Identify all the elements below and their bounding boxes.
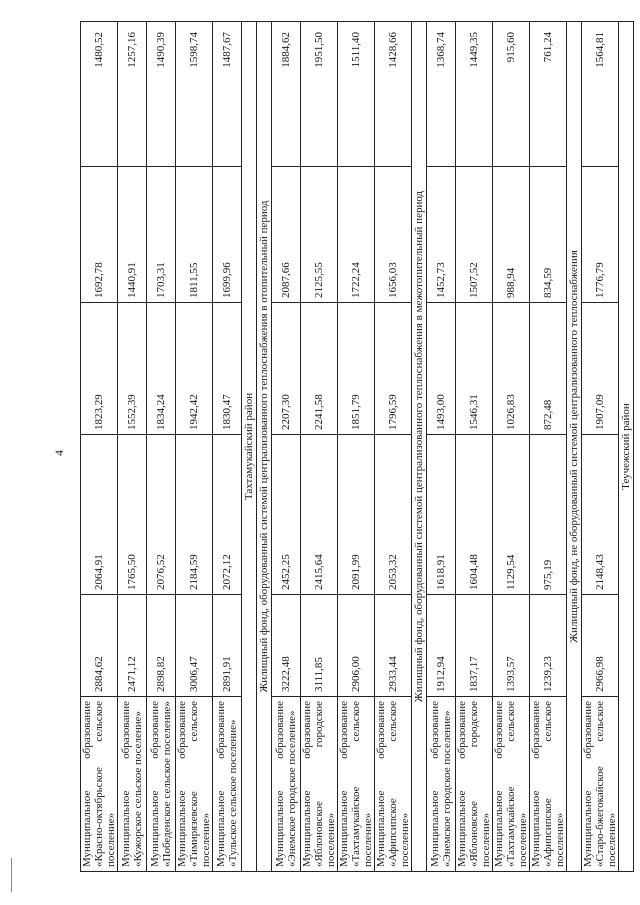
section-row (567, 22, 582, 872)
value-cell-1: 2471,12 (118, 595, 147, 697)
value-cell-4: 1811,55 (176, 167, 213, 303)
value-cell-5: 1449,35 (456, 22, 493, 167)
value-cell-1: 2933,44 (375, 595, 412, 697)
table-row (456, 22, 493, 872)
value-cell-3: 1796,59 (375, 303, 412, 435)
section-title: Жилищный фонд, оборудованный системой централизованного теплоснабжения в межотопительный период (412, 22, 427, 872)
municipality-name: Муниципальное образование «Старо-бжегокайское сельское поселение» (582, 697, 619, 872)
value-cell-1: 3111,85 (301, 595, 338, 697)
value-cell-2: 1618,91 (427, 435, 456, 595)
value-cell-5: 1598,74 (176, 22, 213, 167)
municipality-name: Муниципальное образование «Афипсипское сельское поселение» (375, 697, 412, 872)
margin-mark (11, 858, 12, 892)
value-cell-3: 872,48 (530, 303, 567, 435)
municipality-name: Муниципальное образование «Тимирязевское сельское поселение» (176, 697, 213, 872)
section-row (412, 22, 427, 872)
value-cell-5: 1564,81 (582, 22, 619, 167)
value-cell-3: 1493,00 (427, 303, 456, 435)
value-cell-1: 2884,62 (81, 595, 118, 697)
value-cell-3: 1026,83 (493, 303, 530, 435)
value-cell-5: 1511,40 (338, 22, 375, 167)
section-row (619, 22, 634, 872)
value-cell-5: 1951,50 (301, 22, 338, 167)
value-cell-5: 915,60 (493, 22, 530, 167)
value-cell-3: 1830,47 (213, 303, 242, 435)
section-row (257, 22, 272, 872)
table-row (213, 22, 242, 872)
value-cell-2: 2148,43 (582, 435, 619, 595)
value-cell-5: 1884,62 (272, 22, 301, 167)
table-row (427, 22, 456, 872)
value-cell-2: 2053,32 (375, 435, 412, 595)
value-cell-2: 2072,12 (213, 435, 242, 595)
table-row (530, 22, 567, 872)
value-cell-4: 988,94 (493, 167, 530, 303)
table-row (176, 22, 213, 872)
value-cell-3: 1907,09 (582, 303, 619, 435)
value-cell-2: 2415,64 (301, 435, 338, 595)
value-cell-4: 1692,78 (81, 167, 118, 303)
value-cell-1: 2891,91 (213, 595, 242, 697)
table-row (118, 22, 147, 872)
municipality-name: Муниципальное образование «Красно-октябрьское сельское поселение» (81, 697, 118, 872)
table-row (375, 22, 412, 872)
value-cell-1: 2906,00 (338, 595, 375, 697)
value-cell-3: 2207,30 (272, 303, 301, 435)
value-cell-4: 1703,31 (147, 167, 176, 303)
value-cell-4: 1452,73 (427, 167, 456, 303)
value-cell-4: 1722,24 (338, 167, 375, 303)
rotated-table-container (80, 21, 634, 872)
table-row (493, 22, 530, 872)
municipality-name: Муниципальное образование «Яблоновское городское поселение» (456, 697, 493, 872)
value-cell-5: 1368,74 (427, 22, 456, 167)
table-row (301, 22, 338, 872)
value-cell-3: 1851,79 (338, 303, 375, 435)
value-cell-4: 1656,03 (375, 167, 412, 303)
table-row (147, 22, 176, 872)
value-cell-3: 1546,31 (456, 303, 493, 435)
value-cell-2: 1129,54 (493, 435, 530, 595)
section-title: Жилищный фонд, не оборудованный системой централизованного теплоснабжения (567, 22, 582, 872)
value-cell-5: 1257,16 (118, 22, 147, 167)
section-title: Тахтамукайский район (242, 22, 257, 872)
value-cell-4: 834,59 (530, 167, 567, 303)
section-title: Жилищный фонд, оборудованный системой централизованного теплоснабжения в отопительный период (257, 22, 272, 872)
value-cell-4: 2087,66 (272, 167, 301, 303)
value-cell-5: 761,24 (530, 22, 567, 167)
value-cell-2: 2064,91 (81, 435, 118, 595)
value-cell-3: 1823,29 (81, 303, 118, 435)
table-row (81, 22, 118, 872)
value-cell-2: 2091,99 (338, 435, 375, 595)
value-cell-4: 1699,96 (213, 167, 242, 303)
table-body (81, 22, 634, 872)
value-cell-1: 1837,17 (456, 595, 493, 697)
value-cell-3: 1552,39 (118, 303, 147, 435)
table-row (272, 22, 301, 872)
value-cell-3: 1834,24 (147, 303, 176, 435)
value-cell-5: 1487,67 (213, 22, 242, 167)
value-cell-1: 1912,94 (427, 595, 456, 697)
value-cell-1: 2966,98 (582, 595, 619, 697)
value-cell-4: 1507,52 (456, 167, 493, 303)
value-cell-3: 2241,58 (301, 303, 338, 435)
value-cell-1: 1239,23 (530, 595, 567, 697)
value-cell-3: 1942,42 (176, 303, 213, 435)
section-title: Теучежский район (619, 22, 634, 872)
municipality-name: Муниципальное образование «Энемское городское поселение» (272, 697, 301, 872)
section-row (242, 22, 257, 872)
municipality-name: Муниципальное образование «Тахтамукайское сельское поселение» (338, 697, 375, 872)
municipality-name: Муниципальное образование «Энемское городское поселение» (427, 697, 456, 872)
municipality-name: Муниципальное образование «Яблоновское городское поселение» (301, 697, 338, 872)
value-cell-1: 1393,57 (493, 595, 530, 697)
municipality-name: Муниципальное образование «Победенское сельское поселение» (147, 697, 176, 872)
value-cell-4: 2125,55 (301, 167, 338, 303)
value-cell-5: 1490,39 (147, 22, 176, 167)
value-cell-1: 3222,48 (272, 595, 301, 697)
value-cell-1: 2898,82 (147, 595, 176, 697)
municipality-name: Муниципальное образование «Тульское сельское поселение» (213, 697, 242, 872)
value-cell-4: 1776,79 (582, 167, 619, 303)
municipality-name: Муниципальное образование «Кужорское сельское поселение» (118, 697, 147, 872)
value-cell-2: 975,19 (530, 435, 567, 595)
municipality-name: Муниципальное образование «Афипсипское сельское поселение» (530, 697, 567, 872)
value-cell-1: 3006,47 (176, 595, 213, 697)
tariff-table (80, 21, 634, 872)
page-number: 4 (52, 450, 66, 456)
value-cell-2: 1604,48 (456, 435, 493, 595)
municipality-name: Муниципальное образование «Тахтамукайское сельское поселение» (493, 697, 530, 872)
value-cell-2: 2184,59 (176, 435, 213, 595)
table-row (338, 22, 375, 872)
value-cell-4: 1440,91 (118, 167, 147, 303)
value-cell-2: 2452,25 (272, 435, 301, 595)
value-cell-2: 2076,52 (147, 435, 176, 595)
value-cell-5: 1428,66 (375, 22, 412, 167)
value-cell-5: 1480,52 (81, 22, 118, 167)
value-cell-2: 1765,50 (118, 435, 147, 595)
table-row (582, 22, 619, 872)
